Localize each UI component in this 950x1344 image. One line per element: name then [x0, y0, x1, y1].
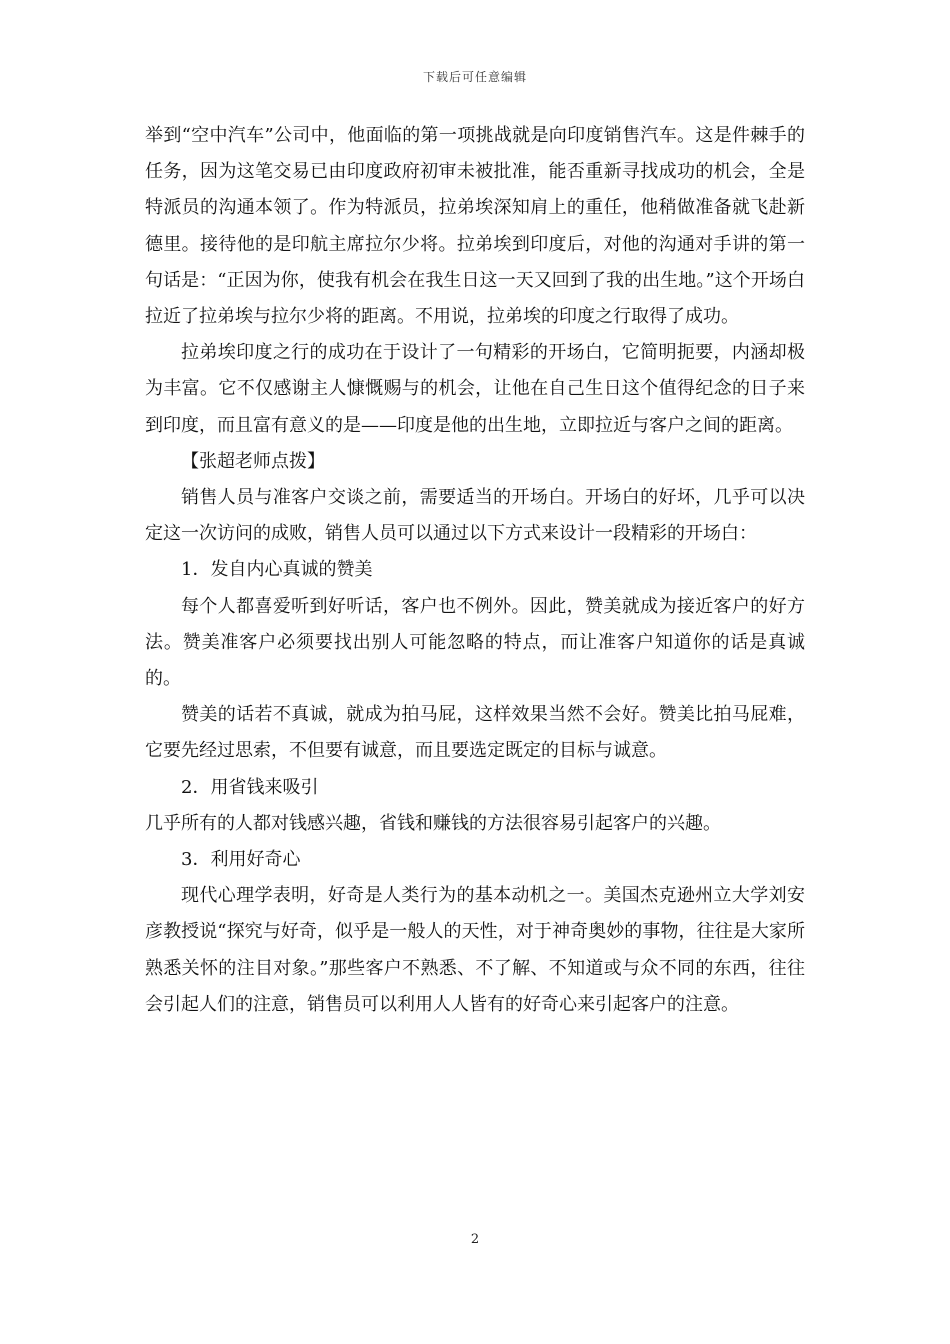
paragraph-1: 举到“空中汽车”公司中，他面临的第一项挑战就是向印度销售汽车。这是件棘手的任务，因为这笔交易已由印度政府初审未被批准，能否重新寻找成功的机会，全是特派员的沟通本领了。作为特派员，拉弟埃深知肩上的重任，他稍做准备就飞赴新德里。接待他的是印航主席拉尔少将。拉弟埃到印度后，对他的沟通对手讲的第一句话是：“正因为你，使我有机会在我生日这一天又回到了我的出生地。”这个开场白拉近了拉弟埃与拉尔少将的距离。不用说，拉弟埃的印度之行取得了成功。: [145, 125, 805, 328]
page-header: 下载后可任意编辑: [422, 70, 527, 84]
document-body: [145, 118, 805, 1023]
paragraph-6: 几乎所有的人都对钱感兴趣，省钱和赚钱的方法很容易引起客户的兴趣。: [145, 812, 721, 834]
paragraph-5: 赞美的话若不真诚，就成为拍马屁，这样效果当然不会好。赞美比拍马屁难，它要先经过思索，不但要有诚意，而且要选定既定的目标与诚意。: [145, 704, 805, 762]
paragraph-7: 现代心理学表明，好奇是人类行为的基本动机之一。美国杰克逊州立大学刘安彦教授说“探究与好奇，似乎是一般人的天性，对于神奇奥妙的事物，往往是大家所熟悉关怀的注目对象。”那些客户不熟悉、不了解、不知道或与众不同的东西，往往会引起人们的注意，销售员可以利用人人皆有的好奇心来引起客户的注意。: [145, 885, 805, 1015]
page-number: 2: [470, 1232, 480, 1247]
paragraph-2: 拉弟埃印度之行的成功在于设计了一句精彩的开场白，它简明扼要，内涵却极为丰富。它不仅感谢主人慷慨赐与的机会，让他在自己生日这个值得纪念的日子来到印度，而且富有意义的是——印度是他的出生地，立即拉近与客户之间的距离。: [145, 342, 805, 436]
paragraph-3: 销售人员与准客户交谈之前，需要适当的开场白。开场白的好坏，几乎可以决定这一次访问的成败，销售人员可以通过以下方式来设计一段精彩的开场白：: [145, 487, 805, 545]
list-heading-2: 2．用省钱来吸引: [181, 776, 319, 798]
list-heading-3: 3．利用好奇心: [181, 849, 301, 871]
paragraph-4: 每个人都喜爱听到好听话，客户也不例外。因此，赞美就成为接近客户的好方法。赞美准客户必须要找出别人可能忽略的特点，而让准客户知道你的话是真诚的。: [145, 595, 805, 690]
list-heading-1: 1．发自内心真诚的赞美: [181, 559, 373, 581]
section-heading-tip: 【张超老师点拨】: [181, 450, 325, 472]
